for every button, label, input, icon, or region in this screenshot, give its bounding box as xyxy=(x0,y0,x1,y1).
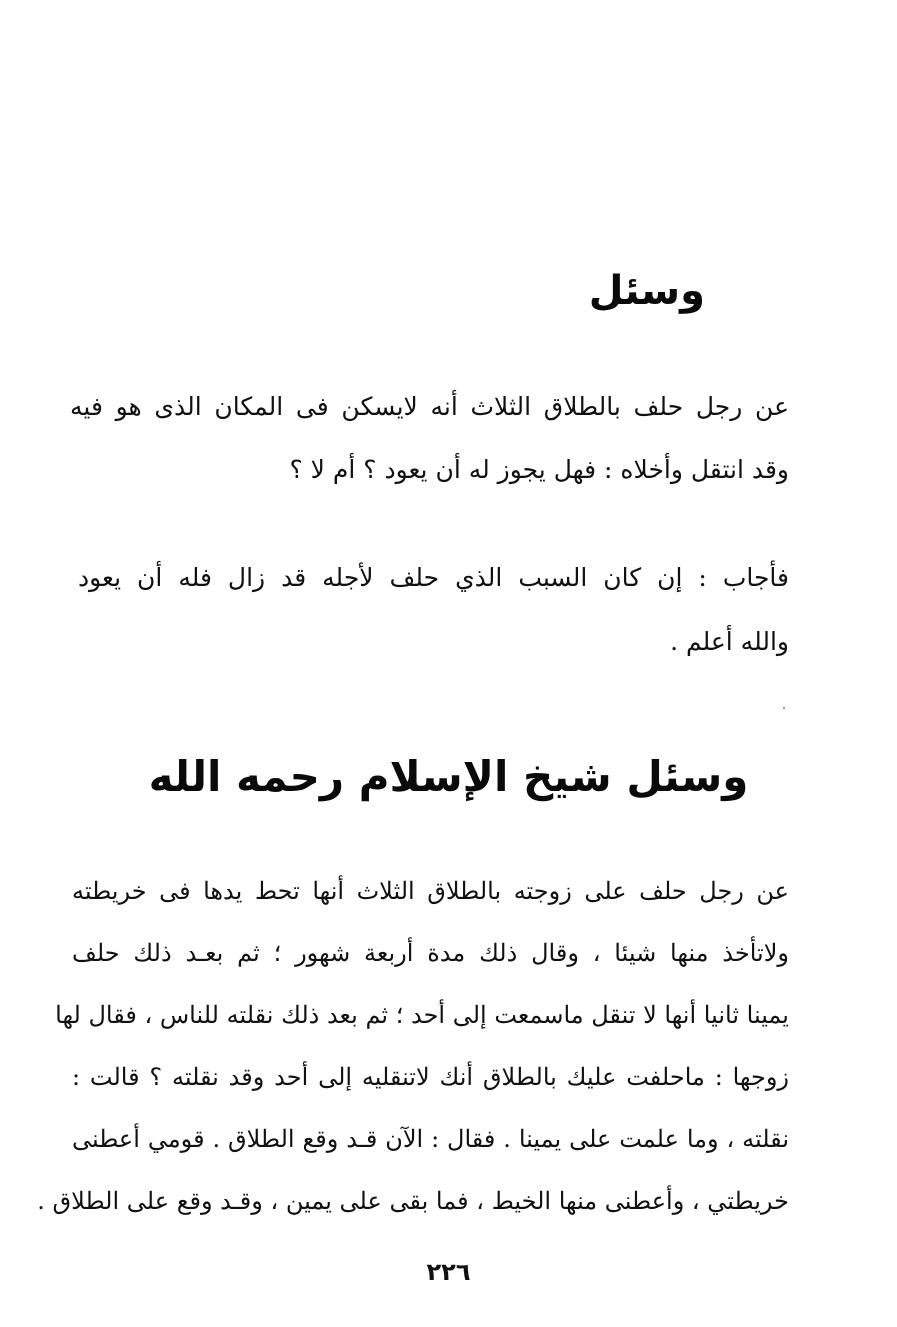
body-line-1: عن رجل حلف على زوجته بالطلاق الثلاث أنها تحط يدها فى خريطته xyxy=(72,877,789,905)
body-line-3: يمينا ثانيا أنها لا تنقل ماسمعت إلى أحد ؛ ثم بعد ذلك نقلته للناس ، فقال لها xyxy=(55,1001,789,1029)
section-heading-1: وسئل xyxy=(588,268,705,314)
body-line-2: ولاتأخذ منها شيئا ، وقال ذلك مدة أربعة شهور ؛ ثم بعـد ذلك حلف xyxy=(72,939,789,967)
page-number: ٢٢٦ xyxy=(426,1258,471,1286)
section-heading-2: وسئل شيخ الإسلام رحمه الله xyxy=(148,752,749,801)
body-line-6: خريطتي ، وأعطنى منها الخيط ، فما بقى على يمين ، وقـد وقع على الطلاق . xyxy=(37,1187,789,1215)
question-line-2: وقد انتقل وأخلاه : فهل يجوز له أن يعود ؟ أم لا ؟ xyxy=(289,455,789,484)
answer-line-1: فأجاب : إن كان السبب الذي حلف لأجله قد زال فله أن يعود xyxy=(78,563,789,592)
body-line-4: زوجها : ماحلفت عليك بالطلاق أنك لاتنقليه إلى أحد وقد نقلته ؟ قالت : xyxy=(72,1063,789,1091)
print-speck xyxy=(783,707,785,709)
answer-line-2: والله أعلم . xyxy=(670,627,789,656)
question-line-1: عن رجل حلف بالطلاق الثلاث أنه لايسكن فى المكان الذى هو فيه xyxy=(70,392,789,421)
body-line-5: نقلته ، وما علمت على يمينا . فقال : الآن قـد وقع الطلاق . قومي أعطنى xyxy=(72,1125,789,1153)
